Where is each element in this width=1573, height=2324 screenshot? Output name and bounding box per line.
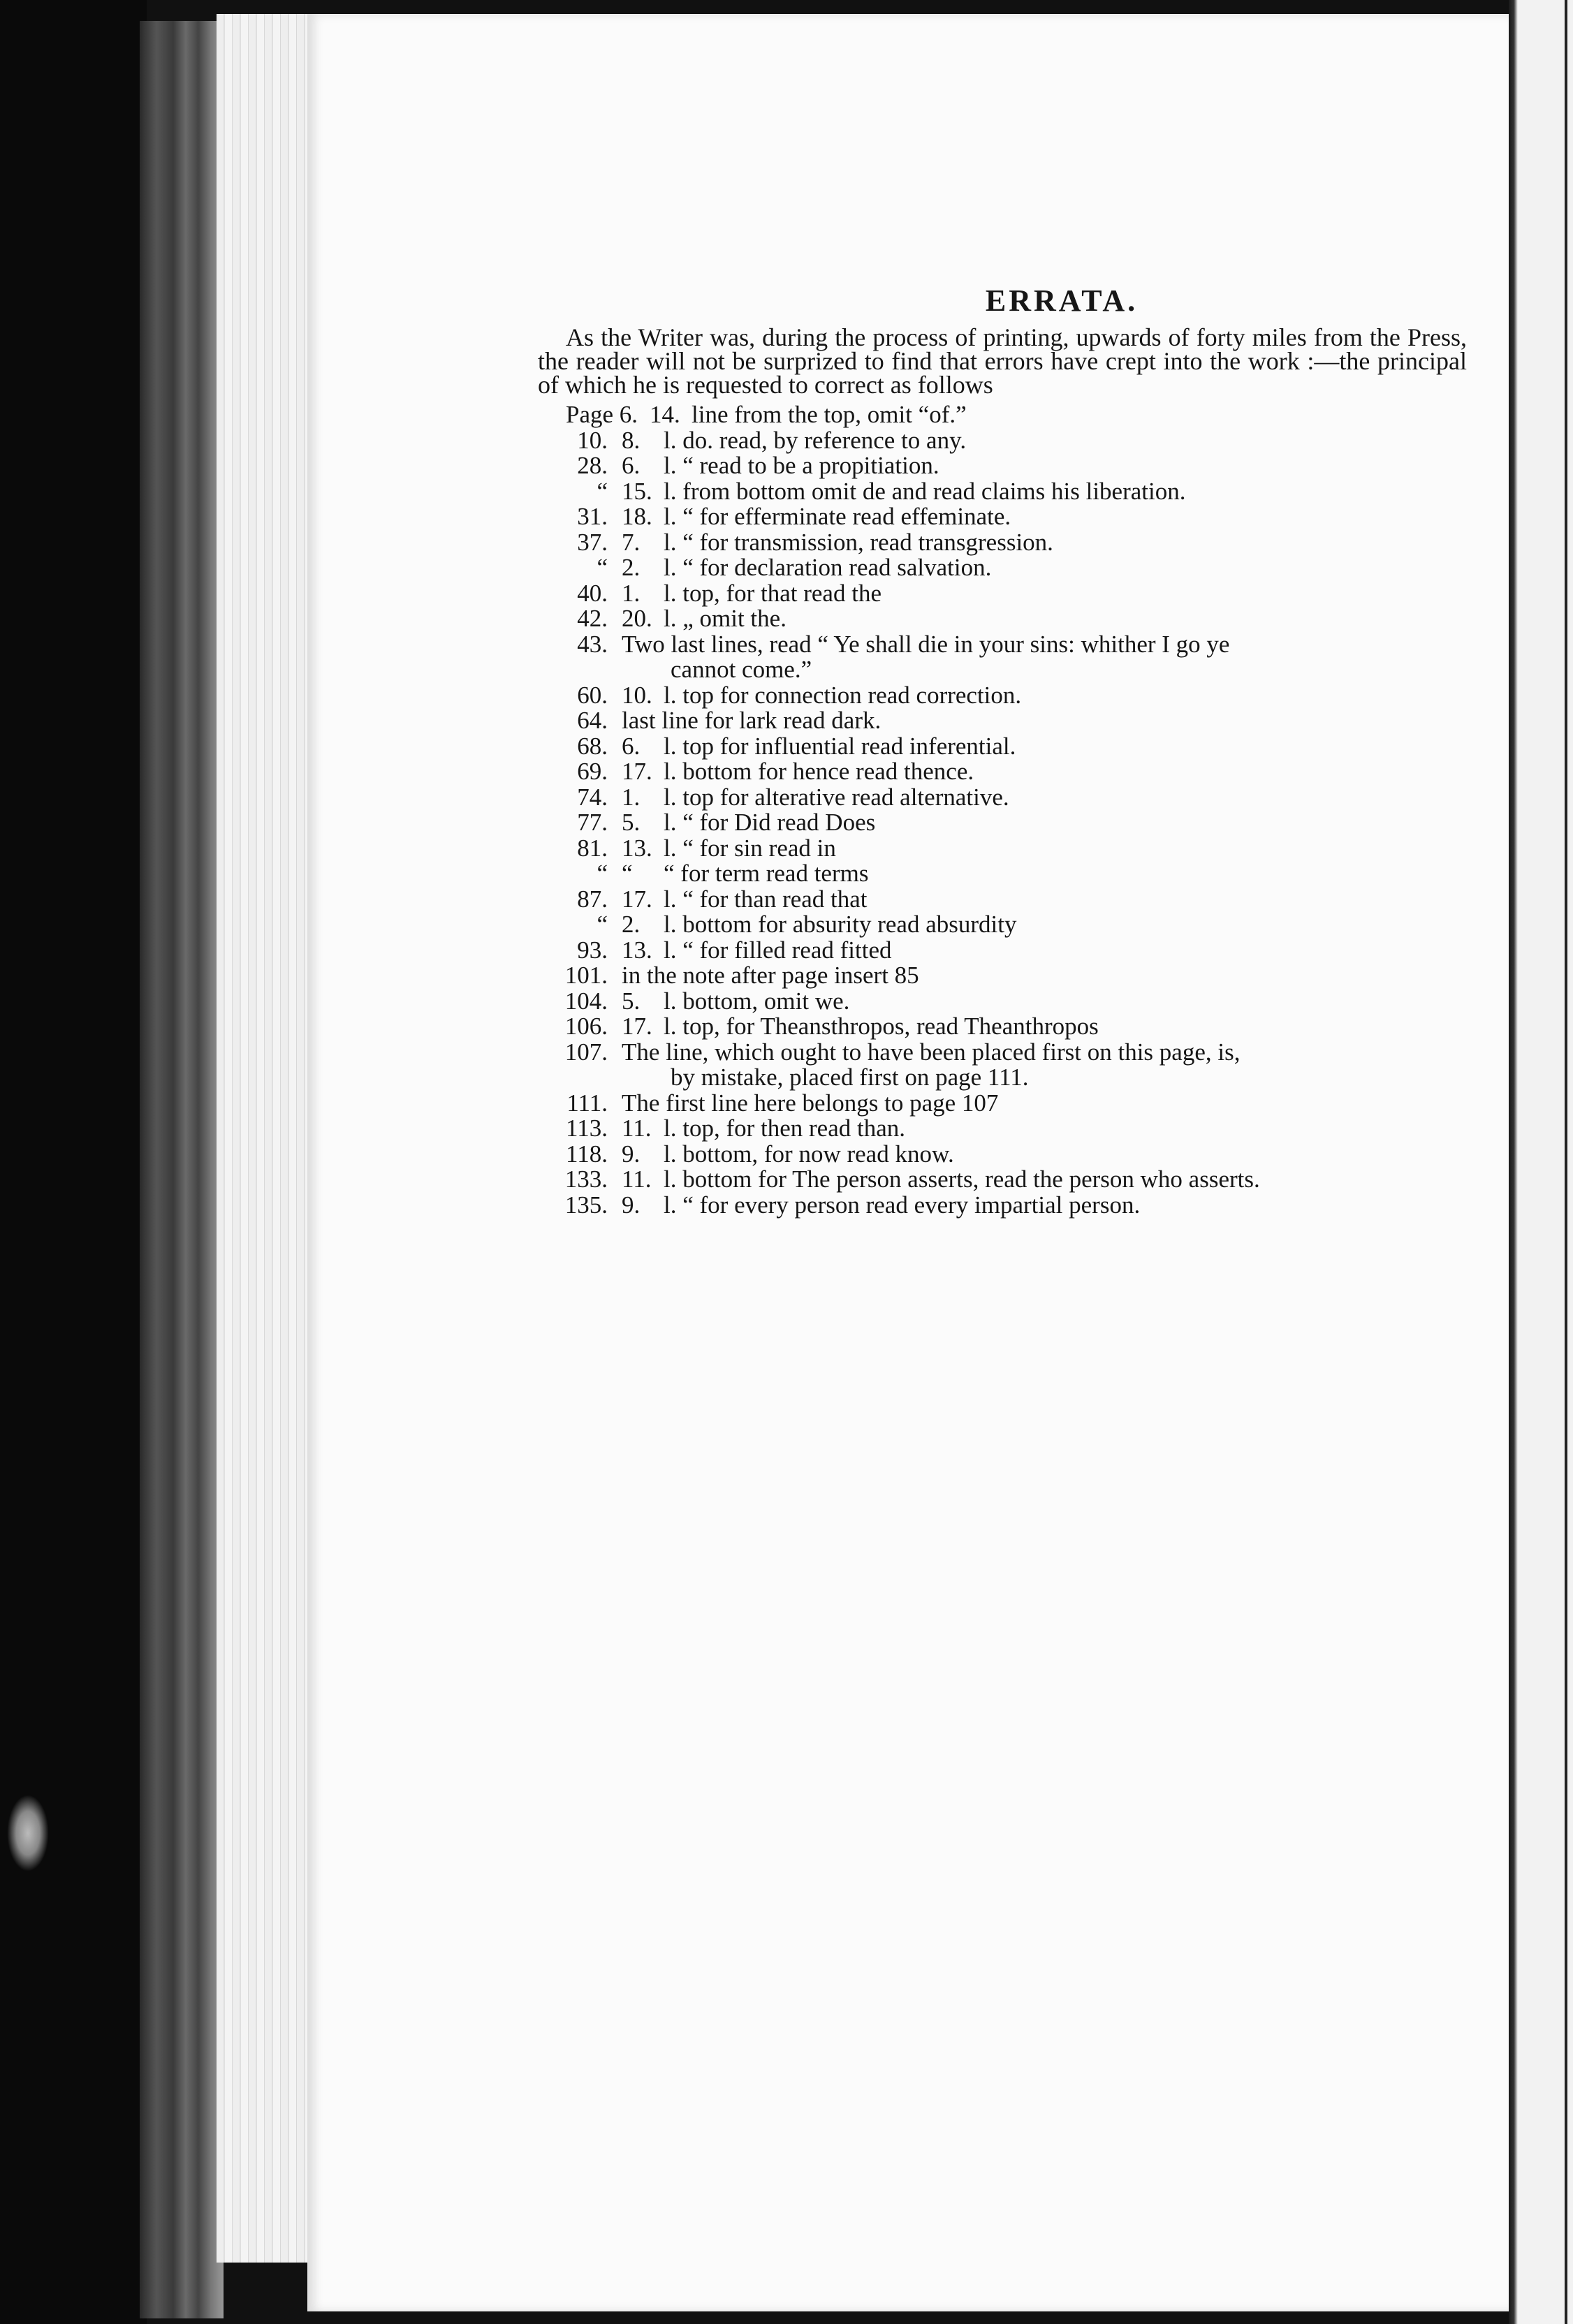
errata-correction: l. top, for then read than.: [664, 1115, 906, 1142]
errata-intro: As the Writer was, during the process of printing, upwards of forty miles from the Press, the reader will not be surprized to find that errors have crept into the work :—the principal of which he is requested to correct as follows: [538, 323, 1467, 399]
errata-correction-wrap: [664, 479, 1467, 505]
errata-correction-wrap: [664, 810, 1467, 836]
errata-line-number: 9.: [622, 1140, 641, 1168]
errata-page-number: Page 6.: [566, 401, 638, 428]
errata-correction: l. bottom for absurity read absurdity: [664, 911, 1017, 938]
errata-correction: l. “ for every person read every impartial person.: [664, 1191, 1141, 1219]
errata-correction-wrap: [692, 402, 1467, 428]
errata-entry: [538, 683, 1467, 709]
errata-line-number: 6.: [622, 732, 641, 760]
errata-correction-wrap: [622, 708, 1467, 734]
errata-page-number: 107.: [564, 1038, 608, 1066]
errata-entry: [538, 938, 1467, 964]
errata-entry: [538, 708, 1467, 734]
errata-page-number: 37.: [577, 528, 608, 556]
errata-entry: [538, 785, 1467, 811]
errata-page-number: 69.: [577, 758, 608, 785]
errata-line-number: 11.: [622, 1165, 652, 1193]
errata-correction: l. top for connection read correction.: [664, 681, 1022, 709]
errata-entry: [538, 402, 1467, 428]
errata-correction-wrap: [622, 1091, 1467, 1117]
errata-page-number: 87.: [577, 885, 608, 913]
errata-correction-wrap: [664, 504, 1467, 530]
errata-entry: [538, 734, 1467, 760]
errata-correction-wrap: [664, 785, 1467, 811]
errata-page-number: 42.: [577, 605, 608, 632]
errata-correction-wrap: [622, 632, 1467, 683]
errata-correction: line from the top, omit “of.”: [692, 401, 967, 428]
errata-list: [538, 402, 1467, 1218]
errata-entry: [538, 1014, 1467, 1040]
errata-correction: l. bottom, omit we.: [664, 987, 850, 1015]
errata-entry: [538, 606, 1467, 632]
errata-correction: l. top for alterative read alternative.: [664, 783, 1009, 811]
errata-page-number: 40.: [577, 579, 608, 607]
book-spine: [140, 21, 224, 2318]
errata-line-number: 6.: [622, 452, 641, 479]
scan-background-left: [0, 0, 147, 2324]
errata-title: ERRATA.: [985, 284, 1139, 318]
errata-correction: l. bottom, for now read know.: [664, 1140, 954, 1168]
errata-entry: [538, 989, 1467, 1015]
errata-page-number: 106.: [564, 1013, 608, 1040]
errata-entry: [538, 1142, 1467, 1168]
errata-page-number: 118.: [566, 1140, 608, 1168]
errata-correction: last line for lark read dark.: [622, 707, 881, 734]
errata-page-number: 111.: [566, 1089, 608, 1117]
errata-correction-continued: cannot come.”: [671, 656, 812, 683]
errata-correction-wrap: [664, 734, 1467, 760]
errata-page-number: 74.: [577, 783, 608, 811]
errata-page-number: 81.: [577, 834, 608, 862]
errata-entry: [538, 861, 1467, 887]
errata-entry: [538, 428, 1467, 454]
errata-correction-wrap: [664, 1014, 1467, 1040]
errata-correction: l. top, for that read the: [664, 579, 881, 607]
errata-line-number: 2.: [622, 911, 641, 938]
errata-correction: The first line here belongs to page 107: [622, 1089, 999, 1117]
errata-line-number: 5.: [622, 809, 641, 836]
errata-entry: [538, 887, 1467, 913]
errata-correction-wrap: [664, 1116, 1467, 1142]
errata-correction-wrap: [664, 861, 1467, 887]
errata-correction-wrap: [664, 530, 1467, 556]
errata-page-number: 68.: [577, 732, 608, 760]
errata-correction: The line, which ought to have been placed first on this page, is,: [622, 1038, 1241, 1066]
errata-correction-wrap: [664, 555, 1467, 581]
errata-page-number: 104.: [564, 987, 608, 1015]
errata-line-number: 17.: [622, 758, 652, 785]
errata-correction: l. “ for Did read Does: [664, 809, 876, 836]
errata-page-number: 77.: [577, 809, 608, 836]
errata-correction: l. do. read, by reference to any.: [664, 426, 967, 454]
errata-line-number: 7.: [622, 528, 641, 556]
errata-page-number: 64.: [577, 707, 608, 734]
errata-line-number: 20.: [622, 605, 652, 632]
errata-line-number: 14.: [650, 401, 680, 428]
errata-correction: l. bottom for hence read thence.: [664, 758, 974, 785]
errata-entry: [538, 479, 1467, 505]
errata-page-number: 93.: [577, 936, 608, 964]
errata-line-number: 13.: [622, 834, 652, 862]
errata-entry: [538, 530, 1467, 556]
errata-correction-wrap: [664, 428, 1467, 454]
scan-blemish: [7, 1795, 49, 1871]
errata-correction: “ for term read terms: [664, 860, 869, 887]
errata-correction-wrap: [664, 938, 1467, 964]
errata-line-number: 8.: [622, 426, 641, 454]
errata-correction: l. “ for than read that: [664, 885, 868, 913]
errata-correction: l. “ for declaration read salvation.: [664, 554, 992, 581]
errata-line-number: 2.: [622, 554, 641, 581]
errata-correction: l. „ omit the.: [664, 605, 786, 632]
errata-line-number: 15.: [622, 477, 652, 505]
errata-entry: [538, 581, 1467, 607]
errata-correction-wrap: [664, 1167, 1467, 1193]
errata-correction-wrap: [622, 963, 1467, 989]
errata-correction: l. from bottom omit de and read claims his liberation.: [664, 477, 1186, 505]
errata-correction-wrap: [664, 606, 1467, 632]
errata-page-number: 113.: [566, 1115, 608, 1142]
errata-page-number: 101.: [564, 962, 608, 989]
errata-correction: in the note after page insert 85: [622, 962, 919, 989]
errata-line-number: 17.: [622, 1013, 652, 1040]
errata-page-number: 60.: [577, 681, 608, 709]
errata-line-number: 1.: [622, 783, 641, 811]
errata-entry: [538, 912, 1467, 938]
errata-entry: [538, 632, 1467, 683]
errata-correction-wrap: [664, 887, 1467, 913]
errata-entry: [538, 836, 1467, 862]
errata-correction-wrap: [664, 759, 1467, 785]
errata-correction: Two last lines, read “ Ye shall die in your sins: whither I go ye: [622, 630, 1230, 658]
errata-correction-wrap: [664, 453, 1467, 479]
errata-line-number: “: [622, 860, 633, 887]
errata-page-number: “: [597, 477, 608, 505]
errata-correction: l. “ for efferminate read effeminate.: [664, 503, 1011, 530]
errata-entry: [538, 453, 1467, 479]
errata-line-number: 5.: [622, 987, 641, 1015]
errata-correction: l. top, for Theansthropos, read Theanthropos: [664, 1013, 1099, 1040]
errata-correction-wrap: [664, 836, 1467, 862]
errata-entry: [538, 1193, 1467, 1219]
errata-section: [538, 283, 1467, 1218]
errata-correction: l. “ read to be a propitiation.: [664, 452, 939, 479]
errata-correction-wrap: [664, 683, 1467, 709]
errata-line-number: 18.: [622, 503, 652, 530]
errata-correction: l. “ for transmission, read transgression.: [664, 528, 1053, 556]
errata-correction: l. “ for sin read in: [664, 834, 836, 862]
facing-page-edge: [1509, 0, 1573, 2324]
errata-correction-wrap: [664, 1193, 1467, 1219]
errata-page-number: 31.: [577, 503, 608, 530]
errata-correction-wrap: [664, 912, 1467, 938]
errata-correction-wrap: [664, 989, 1467, 1015]
errata-entry: [538, 1091, 1467, 1117]
errata-entry: [538, 1116, 1467, 1142]
errata-entry: [538, 810, 1467, 836]
errata-line-number: 11.: [622, 1115, 652, 1142]
errata-page-number: 135.: [564, 1191, 608, 1219]
errata-line-number: 1.: [622, 579, 641, 607]
errata-line-number: 17.: [622, 885, 652, 913]
errata-page-number: “: [597, 554, 608, 581]
errata-page-number: 28.: [577, 452, 608, 479]
errata-page-number: “: [597, 911, 608, 938]
errata-correction: l. “ for filled read fitted: [664, 936, 892, 964]
errata-line-number: 10.: [622, 681, 652, 709]
errata-correction-wrap: [664, 581, 1467, 607]
errata-page-number: 133.: [564, 1165, 608, 1193]
errata-entry: [538, 555, 1467, 581]
errata-correction-wrap: [622, 1040, 1467, 1091]
errata-correction: l. top for influential read inferential.: [664, 732, 1016, 760]
errata-entry: [538, 504, 1467, 530]
errata-entry: [538, 963, 1467, 989]
errata-page-number: “: [597, 860, 608, 887]
errata-correction-wrap: [664, 1142, 1467, 1168]
errata-entry: [538, 759, 1467, 785]
errata-entry: [538, 1167, 1467, 1193]
errata-line-number: 13.: [622, 936, 652, 964]
errata-correction-continued: by mistake, placed first on page 111.: [671, 1064, 1029, 1091]
errata-correction: l. bottom for The person asserts, read the person who asserts.: [664, 1165, 1260, 1193]
errata-page-number: 10.: [577, 426, 608, 454]
errata-page-number: 43.: [577, 630, 608, 658]
errata-line-number: 9.: [622, 1191, 641, 1219]
errata-entry: [538, 1040, 1467, 1091]
